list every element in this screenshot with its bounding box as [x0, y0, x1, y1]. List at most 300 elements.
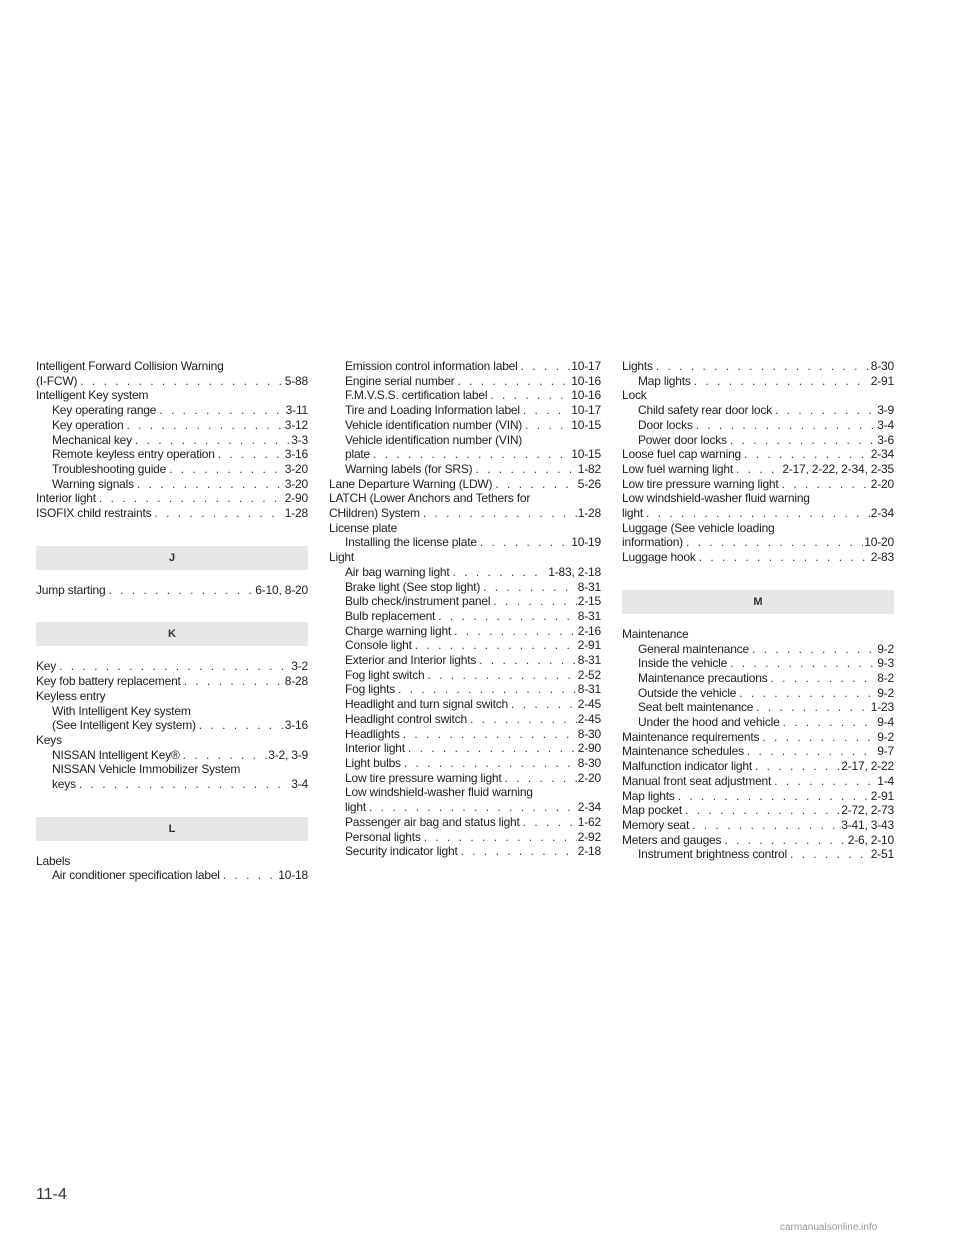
index-subentry	[329, 756, 601, 771]
index-entry	[622, 803, 894, 818]
entry-page-ref: 8-31	[577, 579, 601, 594]
entry-term: ISOFIX child restraints	[36, 506, 152, 521]
entry-term: Remote keyless entry operation	[52, 447, 215, 462]
index-subentry	[329, 624, 601, 639]
entry-page-ref: 3-4	[877, 417, 894, 432]
entry-page-ref: 10-18	[278, 868, 308, 883]
entry-page-ref: 2-91	[870, 373, 894, 388]
entry-page-ref: 3-20	[284, 476, 308, 491]
index-entry	[36, 506, 308, 521]
entry-page-ref: 8-2	[877, 670, 894, 685]
entry-term: Child safety rear door lock	[638, 403, 772, 418]
index-subentry	[329, 609, 601, 624]
index-subentry	[36, 433, 308, 448]
index-subentry	[329, 433, 601, 448]
entry-page-ref: 3-6	[877, 432, 894, 447]
entry-page-ref: 10-16	[571, 388, 601, 403]
index-entry	[622, 730, 894, 745]
entry-page-ref: 8-30	[870, 359, 894, 373]
entry-term: Bulb check/instrument panel	[345, 594, 491, 609]
dot-leader	[762, 730, 876, 745]
index-subentry	[36, 748, 308, 763]
entry-page-ref: 2-34	[870, 447, 894, 462]
index-subentry	[36, 777, 308, 792]
entry-term: Lock	[622, 388, 647, 403]
index-subentry	[329, 374, 601, 389]
index-subentry	[622, 671, 894, 686]
entry-page-ref: 5-88	[284, 373, 308, 388]
index-subentry	[329, 462, 601, 477]
entry-page-ref: 8-28	[284, 674, 308, 689]
entry-term: Headlight control switch	[345, 711, 467, 726]
entry-term: Console light	[345, 638, 412, 653]
entry-page-ref: 10-19	[571, 535, 601, 550]
entry-term: Lane Departure Warning (LDW)	[329, 476, 493, 491]
entry-term: Map pocket	[622, 803, 683, 818]
dot-leader	[756, 700, 870, 715]
entry-page-ref: 9-7	[877, 744, 894, 759]
index-subentry	[36, 403, 308, 418]
dot-leader	[99, 491, 284, 506]
dot-leader	[80, 374, 284, 389]
index-entry	[622, 789, 894, 804]
index-entry	[36, 359, 308, 374]
entry-page-ref: 2-15	[577, 594, 601, 609]
entry-term: light	[622, 506, 644, 521]
entry-term: Keyless entry	[36, 688, 106, 703]
entry-term: Power door locks	[638, 432, 727, 447]
dot-leader	[154, 506, 283, 521]
entry-page-ref: 2-18	[577, 844, 601, 859]
dot-leader	[137, 477, 284, 492]
dot-leader	[678, 789, 870, 804]
dot-leader	[724, 833, 846, 848]
index-subentry	[36, 868, 308, 883]
index-subentry	[329, 638, 601, 653]
index-subentry	[329, 844, 601, 859]
dot-leader	[493, 594, 576, 609]
dot-leader	[775, 403, 876, 418]
entry-term: (See Intelligent Key system)	[52, 718, 196, 733]
index-subentry	[329, 565, 601, 580]
entry-page-ref: 10-16	[571, 373, 601, 388]
dot-leader	[656, 359, 870, 374]
index-subentry	[329, 580, 601, 595]
index-entry	[622, 759, 894, 774]
dot-leader	[454, 624, 577, 639]
entry-term: Low tire pressure warning light	[622, 476, 779, 491]
entry-page-ref: 2-34	[577, 800, 601, 815]
entry-term: Headlights	[345, 726, 400, 741]
index-subentry	[329, 668, 601, 683]
entry-term: Mechanical key	[52, 432, 132, 447]
entry-term: Security indicator light	[345, 844, 458, 859]
entry-term: Intelligent Key system	[36, 388, 149, 403]
page-number: 11-4	[36, 1186, 67, 1203]
dot-leader	[223, 868, 278, 883]
entry-term: General maintenance	[638, 641, 749, 656]
entry-term: light	[345, 800, 367, 815]
entry-page-ref: 3-4	[291, 777, 308, 792]
entry-page-ref: 2-91	[870, 788, 894, 803]
index-column-3	[622, 359, 894, 862]
entry-term: Maintenance precautions	[638, 670, 768, 685]
entry-term: Under the hood and vehicle	[638, 715, 780, 730]
dot-leader	[646, 506, 870, 521]
footer-watermark: carmanualsonline.info	[780, 1222, 878, 1233]
entry-page-ref: 2-91	[577, 638, 601, 653]
entry-term: Charge warning light	[345, 623, 452, 638]
index-subentry	[36, 462, 308, 477]
index-subentry	[329, 697, 601, 712]
index-subentry	[622, 715, 894, 730]
entry-page-ref: 2-52	[577, 667, 601, 682]
dot-leader	[415, 638, 577, 653]
dot-leader	[373, 447, 570, 462]
entry-term: Vehicle identification number (VIN)	[345, 432, 523, 447]
entry-term: Seat belt maintenance	[638, 700, 754, 715]
dot-leader	[184, 674, 284, 689]
index-subentry	[329, 594, 601, 609]
entry-page-ref: 9-2	[877, 641, 894, 656]
entry-term: Passenger air bag and status light	[345, 814, 520, 829]
dot-leader	[744, 447, 870, 462]
index-subentry	[329, 403, 601, 418]
index-subentry	[622, 686, 894, 701]
dot-leader	[692, 818, 840, 833]
dot-leader	[483, 580, 577, 595]
entry-page-ref: 8-31	[577, 682, 601, 697]
entry-term: Low windshield-washer fluid warning	[622, 491, 810, 506]
entry-page-ref: 3-41, 3-43	[841, 817, 894, 832]
index-subentry	[329, 771, 601, 786]
index-subentry	[329, 535, 601, 550]
entry-page-ref: 3-2, 3-9	[268, 747, 308, 762]
index-subentry	[622, 847, 894, 862]
index-subentry	[622, 656, 894, 671]
entry-term: Key fob battery replacement	[36, 674, 181, 689]
dot-leader	[423, 506, 577, 521]
entry-term: Labels	[36, 853, 71, 868]
dot-leader	[525, 418, 570, 433]
entry-term: Manual front seat adjustment	[622, 773, 772, 788]
entry-term: Outside the vehicle	[638, 685, 737, 700]
entry-term: Troubleshooting guide	[52, 461, 167, 476]
entry-page-ref: 1-4	[877, 773, 894, 788]
entry-page-ref: 3-20	[284, 461, 308, 476]
index-subentry	[329, 653, 601, 668]
entry-term: Low windshield-washer fluid warning	[345, 785, 533, 800]
entry-page-ref: 8-30	[577, 755, 601, 770]
index-entry	[622, 506, 894, 521]
dot-leader	[736, 462, 781, 477]
index-entry	[622, 833, 894, 848]
index-subentry	[36, 447, 308, 462]
entry-term: Brake light (See stop light)	[345, 579, 481, 594]
entry-page-ref: 2-90	[577, 741, 601, 756]
entry-term: Luggage hook	[622, 550, 696, 565]
index-subentry	[36, 704, 308, 719]
dot-leader	[521, 359, 571, 374]
entry-term: Key	[36, 659, 57, 674]
entry-term: Door locks	[638, 417, 693, 432]
entry-term: With Intelligent Key system	[52, 703, 191, 718]
entry-term: F.M.V.S.S. certification label	[345, 388, 488, 403]
entry-term: CHildren) System	[329, 506, 420, 521]
index-subentry	[36, 718, 308, 733]
dot-leader	[771, 671, 877, 686]
entry-page-ref: 2-45	[577, 711, 601, 726]
index-entry	[36, 491, 308, 506]
entry-page-ref: 9-2	[877, 685, 894, 700]
index-subentry	[622, 433, 894, 448]
index-entry	[622, 521, 894, 536]
entry-page-ref: 9-3	[877, 656, 894, 671]
dot-leader	[739, 686, 876, 701]
index-entry	[622, 477, 894, 492]
dot-leader	[505, 771, 577, 786]
dot-leader	[59, 659, 290, 674]
index-subentry	[622, 374, 894, 389]
dot-leader	[782, 477, 870, 492]
index-subentry	[622, 642, 894, 657]
entry-page-ref: 2-90	[284, 491, 308, 506]
dot-leader	[408, 741, 577, 756]
index-entry	[36, 674, 308, 689]
dot-leader	[495, 477, 576, 492]
index-subentry	[36, 477, 308, 492]
index-entry	[36, 689, 308, 704]
dot-leader	[699, 550, 870, 565]
entry-term: LATCH (Lower Anchors and Tethers for	[329, 491, 531, 506]
dot-leader	[747, 744, 876, 759]
index-subentry	[329, 388, 601, 403]
index-entry	[329, 521, 601, 536]
dot-leader	[369, 800, 577, 815]
entry-page-ref: 3-12	[284, 417, 308, 432]
entry-term: Luggage (See vehicle loading	[622, 520, 775, 535]
index-entry	[36, 854, 308, 869]
dot-leader	[403, 727, 577, 742]
entry-page-ref: 3-9	[877, 403, 894, 418]
entry-page-ref: 1-83, 2-18	[548, 564, 601, 579]
entry-term: Keys	[36, 732, 62, 747]
index-subentry	[329, 418, 601, 433]
entry-page-ref: 2-83	[870, 550, 894, 565]
entry-page-ref: 3-3	[291, 432, 308, 447]
entry-term: Warning signals	[52, 476, 134, 491]
dot-leader	[457, 374, 570, 389]
entry-term: Loose fuel cap warning	[622, 447, 742, 462]
entry-term: Warning labels (for SRS)	[345, 461, 473, 476]
index-subentry	[329, 712, 601, 727]
dot-leader	[730, 656, 876, 671]
entry-page-ref: 2-72, 2-73	[841, 803, 894, 818]
entry-page-ref: 8-31	[577, 653, 601, 668]
index-entry	[622, 744, 894, 759]
dot-leader	[523, 403, 570, 418]
section-header: J	[36, 546, 308, 570]
index-entry	[622, 550, 894, 565]
entry-term: Low fuel warning light	[622, 461, 734, 476]
dot-leader	[428, 668, 577, 683]
section-header: M	[622, 590, 894, 614]
entry-page-ref: 1-28	[577, 506, 601, 521]
index-subentry	[36, 418, 308, 433]
entry-term: Emission control information label	[345, 359, 518, 373]
index-entry	[329, 550, 601, 565]
entry-term: Bulb replacement	[345, 608, 436, 623]
dot-leader	[404, 756, 577, 771]
index-subentry	[36, 762, 308, 777]
index-entry	[329, 491, 601, 506]
index-entry	[622, 447, 894, 462]
entry-page-ref: 2-6, 2-10	[847, 832, 894, 847]
entry-page-ref: 9-4	[877, 715, 894, 730]
entry-page-ref: 1-23	[870, 700, 894, 715]
dot-leader	[694, 374, 870, 389]
index-entry	[622, 359, 894, 374]
entry-term: Light bulbs	[345, 755, 401, 770]
index-entry	[622, 491, 894, 506]
entry-term: Interior light	[36, 491, 96, 506]
entry-term: Meters and gauges	[622, 832, 722, 847]
dot-leader	[183, 748, 268, 763]
dot-leader	[79, 777, 290, 792]
entry-term: keys	[52, 777, 76, 792]
dot-leader	[424, 830, 577, 845]
dot-leader	[730, 433, 876, 448]
entry-term: Installing the license plate	[345, 535, 477, 550]
entry-page-ref: 1-62	[577, 814, 601, 829]
section-header: K	[36, 622, 308, 646]
dot-leader	[461, 844, 577, 859]
entry-term: Maintenance schedules	[622, 744, 744, 759]
entry-page-ref: 1-82	[577, 461, 601, 476]
entry-term: Personal lights	[345, 829, 421, 844]
entry-term: Air bag warning light	[345, 564, 450, 579]
dot-leader	[755, 759, 840, 774]
entry-page-ref: 2-16	[577, 623, 601, 638]
entry-page-ref: 3-11	[285, 403, 308, 418]
dot-leader	[685, 803, 840, 818]
index-entry	[622, 774, 894, 789]
entry-term: Vehicle identification number (VIN)	[345, 417, 523, 432]
index-column-2	[329, 359, 601, 859]
index-subentry	[329, 741, 601, 756]
dot-leader	[398, 682, 577, 697]
entry-page-ref: 2-20	[870, 476, 894, 491]
entry-term: Low tire pressure warning light	[345, 770, 502, 785]
dot-leader	[790, 847, 870, 862]
entry-term: Instrument brightness control	[638, 847, 787, 862]
dot-leader	[199, 718, 284, 733]
index-subentry	[329, 727, 601, 742]
index-entry	[329, 506, 601, 521]
dot-leader	[752, 642, 876, 657]
entry-page-ref: 10-15	[571, 417, 601, 432]
dot-leader	[774, 774, 876, 789]
entry-term: Key operating range	[52, 403, 157, 418]
entry-page-ref: 8-31	[577, 608, 601, 623]
index-entry	[36, 583, 308, 598]
entry-term: Tire and Loading Information label	[345, 403, 520, 418]
entry-term: information)	[622, 535, 683, 550]
entry-term: Headlight and turn signal switch	[345, 697, 509, 712]
dot-leader	[159, 403, 284, 418]
entry-term: Maintenance requirements	[622, 729, 760, 744]
dot-leader	[475, 462, 576, 477]
index-entry	[622, 535, 894, 550]
section-header: L	[36, 817, 308, 841]
dot-leader	[453, 565, 548, 580]
dot-leader	[126, 418, 283, 433]
index-subentry	[329, 682, 601, 697]
entry-term: Fog light switch	[345, 667, 425, 682]
dot-leader	[783, 715, 877, 730]
entry-term: Exterior and Interior lights	[345, 653, 477, 668]
index-subentry	[329, 830, 601, 845]
entry-page-ref: 10-17	[571, 403, 601, 418]
entry-term: Engine serial number	[345, 373, 455, 388]
entry-page-ref: 2-17, 2-22	[841, 759, 894, 774]
dot-leader	[438, 609, 577, 624]
entry-term: Inside the vehicle	[638, 656, 728, 671]
index-entry	[36, 659, 308, 674]
index-subentry	[622, 418, 894, 433]
entry-term: Map lights	[622, 788, 675, 803]
entry-term: Malfunction indicator light	[622, 759, 753, 774]
index-subentry	[329, 785, 601, 800]
entry-page-ref: 6-10, 8-20	[255, 582, 308, 597]
dot-leader	[480, 535, 570, 550]
entry-page-ref: 1-28	[284, 506, 308, 521]
dot-leader	[696, 418, 877, 433]
index-entry	[622, 462, 894, 477]
entry-term: Intelligent Forward Collision Warning	[36, 359, 224, 373]
index-entry	[329, 477, 601, 492]
index-subentry	[329, 800, 601, 815]
entry-term: Interior light	[345, 741, 405, 756]
index-entry	[622, 818, 894, 833]
entry-page-ref: 2-92	[577, 829, 601, 844]
dot-leader	[218, 447, 284, 462]
entry-term: Key operation	[52, 417, 124, 432]
entry-term: NISSAN Intelligent Key®	[52, 747, 180, 762]
entry-page-ref: 10-15	[571, 447, 601, 462]
entry-term: Light	[329, 550, 355, 565]
index-subentry	[329, 359, 601, 374]
dot-leader	[490, 388, 570, 403]
entry-page-ref: 2-45	[577, 697, 601, 712]
dot-leader	[169, 462, 284, 477]
entry-term: Fog lights	[345, 682, 396, 697]
dot-leader	[686, 535, 863, 550]
index-column-1	[36, 359, 308, 883]
dot-leader	[523, 815, 577, 830]
entry-page-ref: 2-17, 2-22, 2-34, 2-35	[782, 461, 894, 476]
entry-page-ref: 3-16	[284, 718, 308, 733]
entry-page-ref: 3-2	[291, 659, 308, 674]
entry-page-ref: 2-20	[577, 770, 601, 785]
entry-page-ref: 2-51	[870, 847, 894, 862]
dot-leader	[108, 583, 254, 598]
entry-page-ref: 10-20	[864, 535, 894, 550]
index-entry	[36, 374, 308, 389]
entry-page-ref: 10-17	[571, 359, 601, 373]
index-subentry	[622, 700, 894, 715]
entry-term: Air conditioner specification label	[52, 868, 220, 883]
